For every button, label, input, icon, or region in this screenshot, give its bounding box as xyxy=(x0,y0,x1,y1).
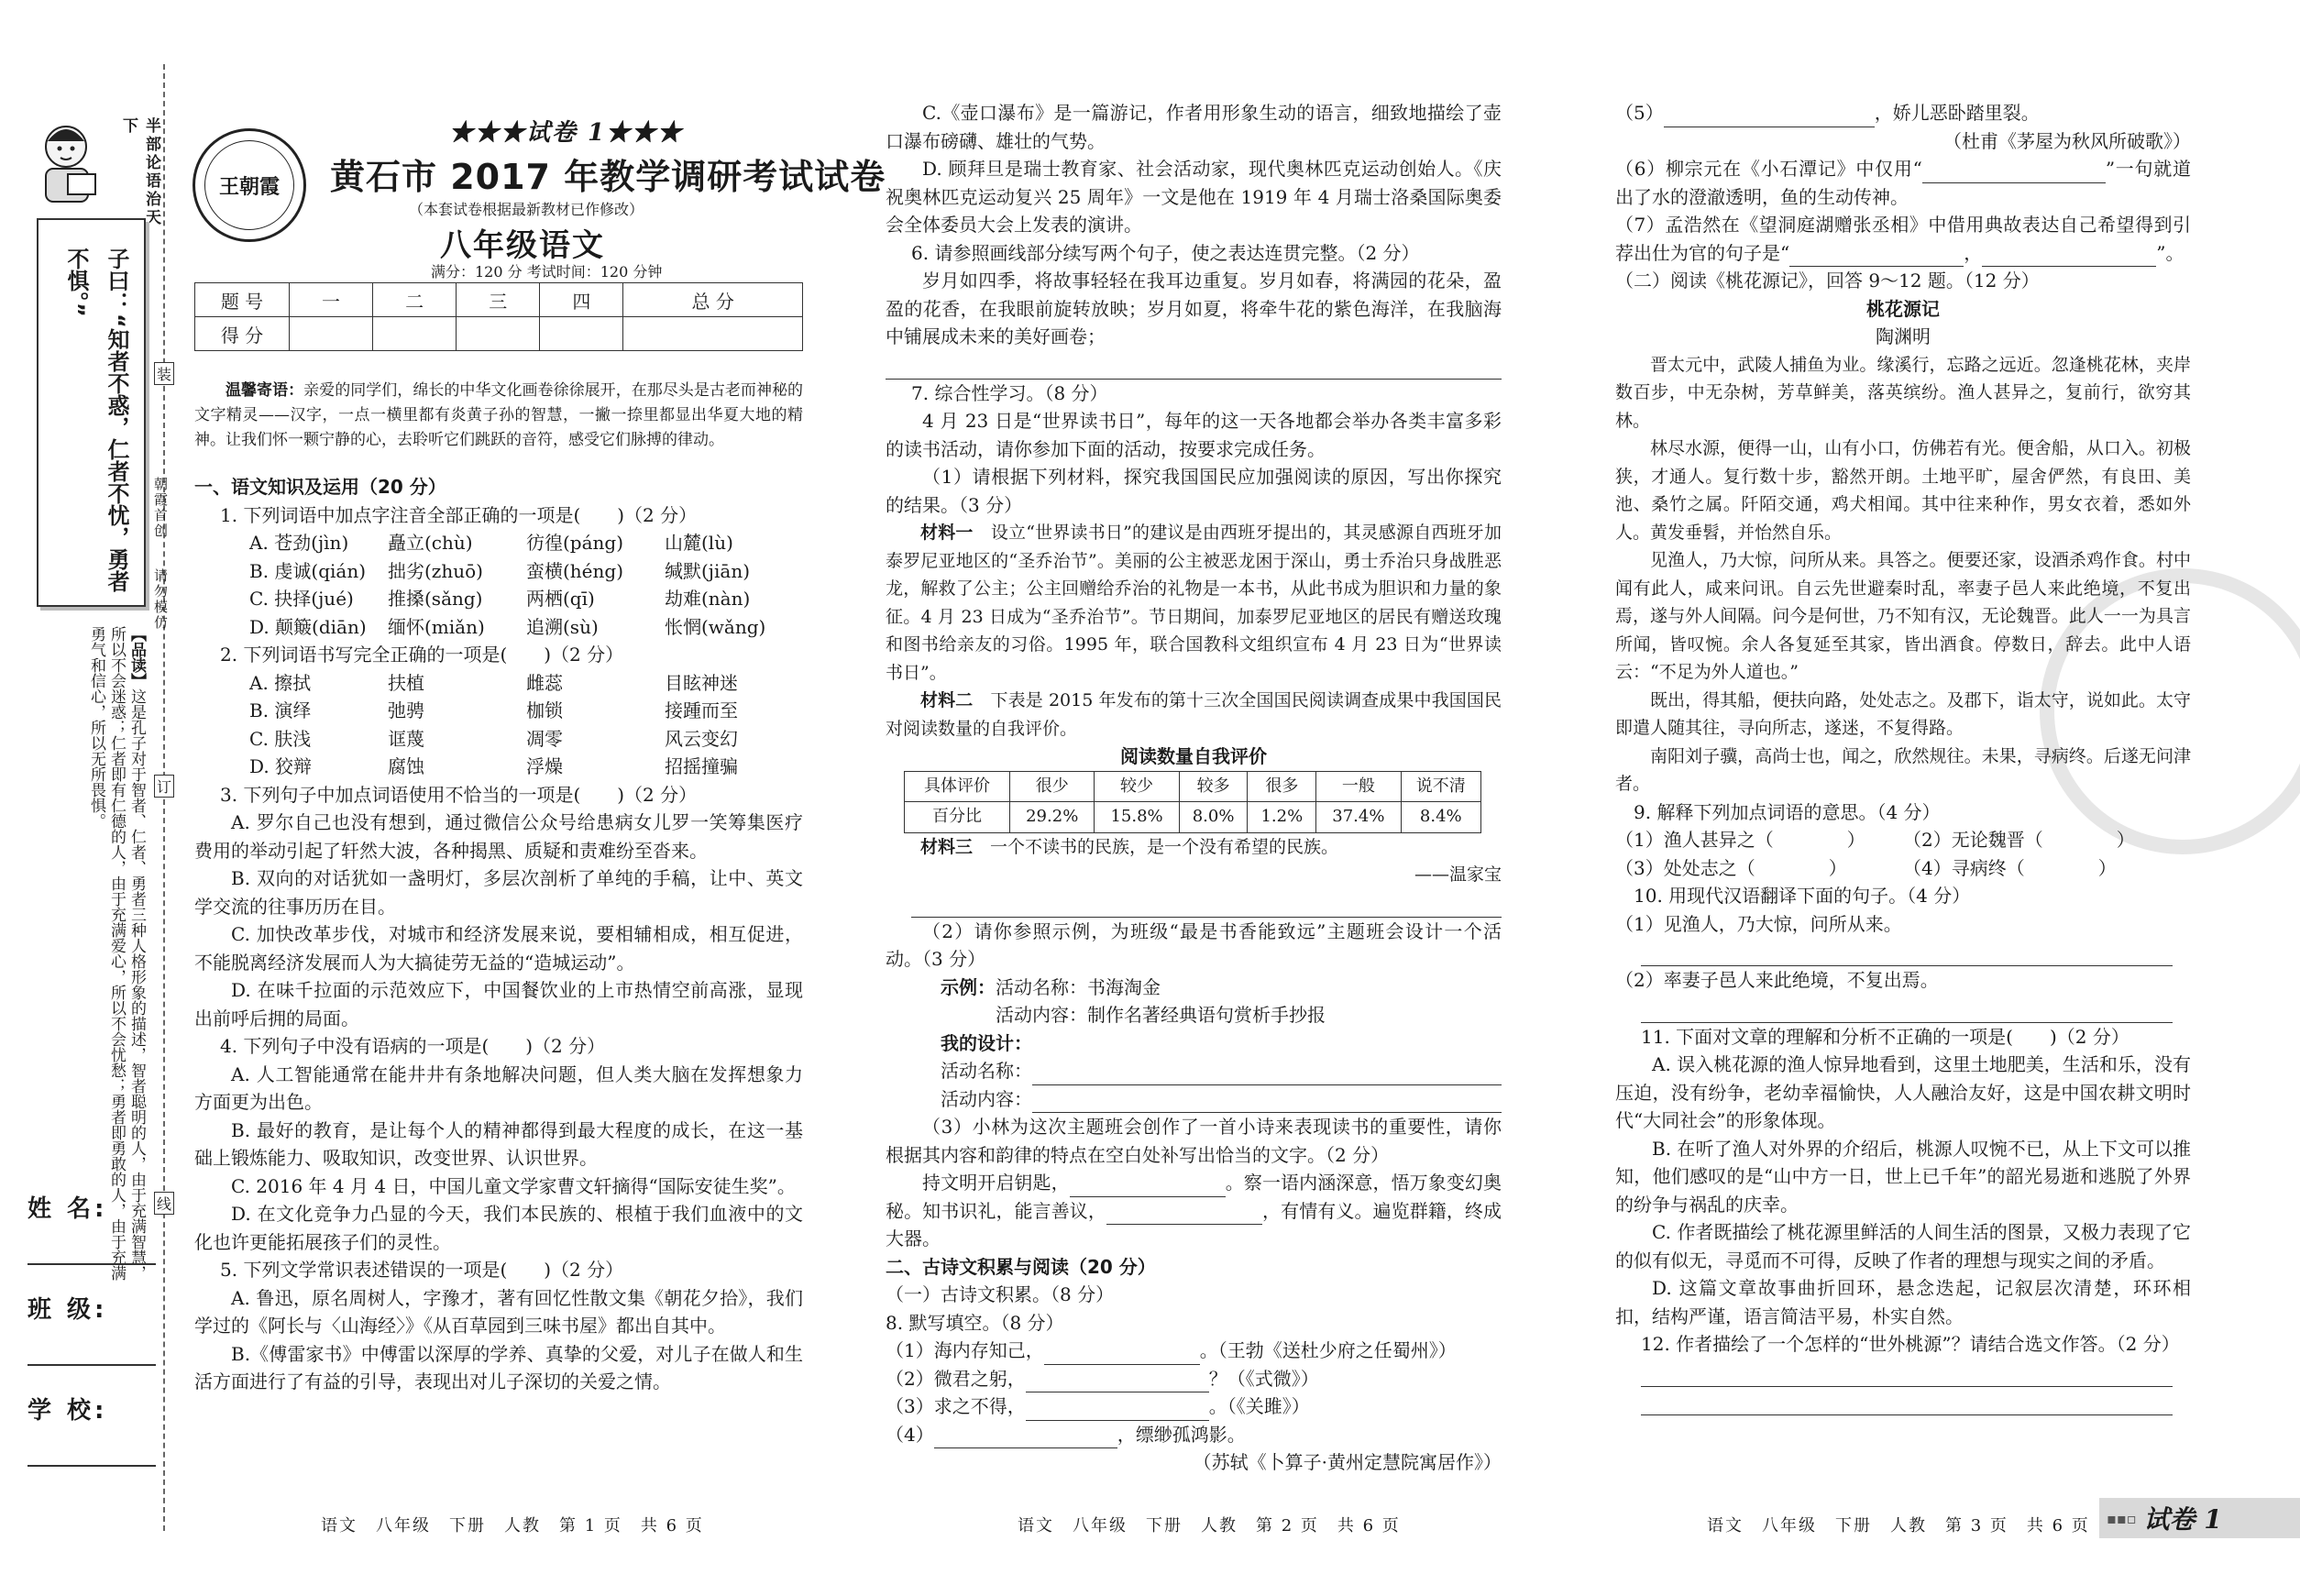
passage-para-2: 林尽水源，便得一山，山有小口，仿佛若有光。便舍船，从口入。初极狭，才通人。复行数十步，豁然开朗。土地平旷，屋舍俨然，有良田、美池、桑竹之属。阡陌交通，鸡犬相闻。其中往来种作，男女衣着，悉如外人。黄发垂髫，并怡然自乐。 xyxy=(1615,438,2191,543)
q8-6-blank[interactable] xyxy=(1922,162,2106,183)
commentary-text: 这是孔子对于智者、仁者、勇者三种人格形象的描述，智者聪明的人，由于充满智慧，所以不会迷惑；仁者即有仁德的人，由于充满爱心，所以不会忧愁；勇者即勇敢的人，由于充满勇气和信心，所以无所畏惧。 xyxy=(87,626,146,1281)
quote-header: 半部论语治天下 xyxy=(119,117,160,227)
question-6: 6. 请参照画线部分续写两个句子，使之表达连贯完整。（2 分） xyxy=(911,241,1420,264)
page1-column xyxy=(194,379,803,1396)
q8-4: （4） ，缥缈孤鸿影。 xyxy=(886,1421,1502,1449)
table-header-cell: 很少 xyxy=(1010,771,1095,802)
q8-7-blank-1[interactable] xyxy=(1789,246,1964,267)
q11-option-b[interactable]: B. 在听了渔人对外界的介绍后，桃源人叹惋不已，从上下文可以推知，他们感叹的是“山中方一日，世上已千年”的韶光易逝和逃脱了外界的纷争与祸乱的庆幸。 xyxy=(1615,1137,2191,1216)
page2-column xyxy=(886,99,1502,1477)
q11-option-c[interactable]: C. 作者既描绘了桃花源里鲜活的人间生活的图景，又极力表现了它的似有似无，寻觅而不可得，反映了作者的理想与现实之间的矛盾。 xyxy=(1615,1221,2191,1271)
greeting xyxy=(194,379,803,453)
example-label: 示例： xyxy=(941,975,996,998)
material-1 xyxy=(886,519,1502,687)
q8-5-source: （杜甫《茅屋为秋风所破歌》） xyxy=(1943,129,2191,152)
passage-para-3: 见渔人，乃大惊，问所从来。具答之。便要还家，设酒杀鸡作食。村中闻有此人，咸来问讯。自云先世避秦时乱，率妻子邑人来此绝境，不复出焉，遂与外人间隔。问今是何世，乃不知有汉，无论魏晋。此人一一为具言所闻，皆叹惋。余人各复延至其家，皆出酒食。停数日，辞去。此中人语云：“不足为外人道也。” xyxy=(1615,550,2191,682)
activity-content-row: 活动内容： xyxy=(886,1085,1502,1114)
q4-option-d[interactable]: D. 在文化竞争力凸显的今天，我们本民族的、根植于我们血液中的文化也许更能拓展孩子们的灵性。 xyxy=(194,1203,803,1253)
poem-blank-1[interactable] xyxy=(1070,1176,1226,1197)
score-cell[interactable] xyxy=(623,317,803,351)
table-header-cell: 较少 xyxy=(1095,771,1179,802)
q8-2-blank[interactable] xyxy=(1026,1371,1209,1392)
table-cell: 37.4% xyxy=(1316,802,1401,833)
table-cell: 29.2% xyxy=(1010,802,1095,833)
activity-name-row: 活动名称： xyxy=(886,1057,1502,1085)
material-1-text: 设立“世界读书日”的建议是由西班牙提出的，其灵感源自西班牙加泰罗尼亚地区的“圣乔治节”。美丽的公主被恶龙困于深山，勇士乔治只身战胜恶龙，解救了公主；公主回赠给乔治的礼物是一本书，从此书成为胆识和力量的象征。4 月 23 日成为“圣乔治节”。节日期间，加泰罗尼亚地区的居民有赠送玫瑰和图书给亲友的习俗。1995 年，联合国教科文组织宣布 4 月 23 日为“世界读书日”。 xyxy=(886,523,1502,683)
table-header-cell: 具体评价 xyxy=(905,771,1010,802)
logo-badge xyxy=(193,128,306,242)
q8-4-blank[interactable] xyxy=(934,1427,1117,1448)
q3-option-b[interactable]: B. 双向的对话犹如一盏明灯，多层次剖析了单纯的手稿，让中、英文学交流的往事历历在目。 xyxy=(194,867,803,918)
tag-copy: 请勿模仿 xyxy=(152,568,169,631)
exam-subject: 八年级语文 xyxy=(440,227,605,264)
greeting-label: 温馨寄语： xyxy=(226,381,304,400)
commentary xyxy=(37,626,147,1286)
example-name: 示例：活动名称：书海淘金 xyxy=(941,975,1161,998)
q11-option-a[interactable]: A. 误入桃花源的渔人惊异地看到，这里土地肥美，生活和乐，没有压迫，没有纷争，老幼幸福愉快，人人融洽友好，这是中国农耕文明时代“大同社会”的形象体现。 xyxy=(1615,1053,2191,1131)
question-2: 2. 下列词语书写完全正确的一项是( )（2 分） xyxy=(220,644,624,666)
my-design-label: 我的设计： xyxy=(941,1031,1032,1054)
activity-name-input[interactable] xyxy=(1032,1057,1502,1085)
q10-2: （2）率妻子邑人来此绝境，不复出焉。 xyxy=(1615,969,1939,991)
logo-text: 王朝霞 xyxy=(218,174,280,199)
table-cell: 百分比 xyxy=(905,802,1010,833)
q4-option-b[interactable]: B. 最好的教育，是让每个人的精神都得到最大程度的成长，在这一基础上锻炼能力、吸取知识，改变世界、认识世界。 xyxy=(194,1118,803,1169)
option-row[interactable]: C. 抉择(jué) 推搡(sǎng) 两栖(qī) 劫难(nàn) xyxy=(249,588,751,610)
score-cell[interactable] xyxy=(540,317,623,351)
option-row[interactable]: C. 肤浅 诓蔑 凋零 风云变幻 xyxy=(249,727,738,750)
class-field[interactable] xyxy=(28,1291,156,1366)
badge-text: 试卷 1 xyxy=(2143,1504,2222,1535)
passage-author: 陶渊明 xyxy=(1876,325,1931,347)
example-content: 活动内容：制作名著经典语句赏析手抄报 xyxy=(996,1004,1326,1026)
q10-2-answer-line[interactable] xyxy=(1641,995,2173,1023)
score-header: 四 xyxy=(540,283,623,317)
seal-mark-2: 订 xyxy=(154,775,174,798)
score-row-label: 得 分 xyxy=(195,317,290,351)
reading-boy-illustration xyxy=(31,117,112,209)
poem-blank-2[interactable] xyxy=(1106,1204,1262,1225)
q3-option-d[interactable]: D. 在味千拉面的示范效应下，中国餐饮业的上市热情空前高涨，显现出前呼后拥的局面。 xyxy=(194,979,803,1029)
passage-para-5: 南阳刘子骥，高尚士也，闻之，欣然规往。未果，寻病终。后遂无问津者。 xyxy=(1615,745,2191,794)
class-label: 班 级: xyxy=(28,1296,108,1324)
passage-para-1: 晋太元中，武陵人捕鱼为业。缘溪行，忘路之远近。忽逢桃花林，夹岸数百步，中无杂树，芳草鲜美，落英缤纷。渔人甚异之，复前行，欲穷其林。 xyxy=(1615,354,2191,431)
score-header: 三 xyxy=(457,283,540,317)
q9-item-1[interactable]: （1）渔人甚异之（ ） xyxy=(1615,829,1865,851)
binding-line xyxy=(163,64,165,1531)
section-2-heading: 二、古诗文积累与阅读（20 分） xyxy=(886,1255,1156,1278)
question-4: 4. 下列句子中没有语病的一项是( )（2 分） xyxy=(220,1035,606,1057)
exam-note: （本套试卷根据最新教材已作修改） xyxy=(409,201,644,218)
material-3-source: ——温家宝 xyxy=(1414,864,1502,885)
question-1: 1. 下列词语中加点字注音全部正确的一项是( )（2 分） xyxy=(220,503,698,526)
q8-7-blank-2[interactable] xyxy=(1982,246,2156,267)
seal-mark-1: 装 xyxy=(154,362,174,385)
reading-table xyxy=(904,771,1481,833)
table-header-cell: 较多 xyxy=(1179,771,1248,802)
commentary-label: 【品读】 xyxy=(127,626,146,688)
table-cell: 1.2% xyxy=(1248,802,1316,833)
q4-option-c[interactable]: C. 2016 年 4 月 4 日，中国儿童文学家曹文轩摘得“国际安徒生奖”。 xyxy=(231,1174,796,1197)
option-row[interactable]: D. 颠簸(diān) 缅怀(miǎn) 追溯(sù) 怅惘(wǎng) xyxy=(249,615,766,638)
material-2-label: 材料二 xyxy=(920,690,974,710)
score-header: 一 xyxy=(290,283,373,317)
table-header-cell: 一般 xyxy=(1316,771,1401,802)
option-row[interactable]: D. 狡辩 腐蚀 浮燥 招摇撞骗 xyxy=(249,755,738,777)
q7-part-2: （2）请你参照示例，为班级“最是书香能致远”主题班会设计一个活动。（3 分） xyxy=(886,919,1502,970)
option-row[interactable]: B. 虔诚(qián) 拙劣(zhuō) 蛮横(héng) 缄默(jiān) xyxy=(249,559,751,582)
passage-para-4: 既出，得其船，便扶向路，处处志之。及郡下，诣太守，说如此。太守即遣人随其往，寻向所志，遂迷，不复得路。 xyxy=(1615,689,2191,738)
q8-1-blank[interactable] xyxy=(1044,1344,1200,1365)
badge-dots-icon: ▪▪▫ xyxy=(2107,1509,2137,1527)
page2-footer: 语文 八年级 下册 人教 第 2 页 共 6 页 xyxy=(1018,1516,1401,1535)
score-cell[interactable] xyxy=(457,317,540,351)
question-12: 12. 作者描绘了一个怎样的“世外桃源”？请结合选文作答。（2 分） xyxy=(1641,1333,2180,1355)
table-cell: 8.0% xyxy=(1179,802,1248,833)
name-label: 姓 名: xyxy=(28,1195,108,1223)
section-1-heading: 一、语文知识及运用（20 分） xyxy=(194,476,446,498)
page-badge xyxy=(2099,1498,2300,1538)
exam-meta: 满分：120 分 考试时间：120 分钟 xyxy=(431,263,663,281)
score-table xyxy=(194,282,803,351)
material-3-text: 一个不读书的民族，是一个没有希望的民族。 xyxy=(990,836,1339,857)
option-row[interactable]: A. 擦拭 扶植 雌蕊 目眩神迷 xyxy=(249,671,738,694)
material-2 xyxy=(886,687,1502,743)
question-9: 9. 解释下列加点词语的意思。（4 分） xyxy=(1634,800,1941,823)
q9-item-3[interactable]: （3）处处志之（ ） xyxy=(1615,856,1847,879)
q9-row-1 xyxy=(1615,826,2191,854)
sidebar xyxy=(28,108,160,1483)
q6-text: 岁月如四季，将故事轻轻在我耳边重复。岁月如春，将满园的花朵，盈盈的花香，在我眼前旋转放映；岁月如夏，将牵牛花的紫色海洋，在我脑海中铺展成未来的美好画卷； xyxy=(886,270,1502,347)
question-8: 8. 默写填空。（8 分） xyxy=(886,1311,1064,1334)
sub-section-2: （二）阅读《桃花源记》，回答 9～12 题。（12 分） xyxy=(1615,270,2040,292)
activity-content-input[interactable] xyxy=(1032,1085,1502,1114)
tag-original: 朝霞首创 xyxy=(152,477,169,539)
score-cell[interactable] xyxy=(373,317,457,351)
school-label: 学 校: xyxy=(28,1397,108,1425)
score-cell[interactable] xyxy=(290,317,373,351)
name-field[interactable] xyxy=(28,1190,156,1265)
q4-option-a[interactable]: A. 人工智能通常在能井井有条地解决问题，但人类大脑在发挥想象力方面更为出色。 xyxy=(194,1062,803,1113)
seal-mark-3: 线 xyxy=(154,1192,174,1215)
question-5: 5. 下列文学常识表述错误的一项是( )（2 分） xyxy=(220,1259,624,1281)
q9-row-2 xyxy=(1615,854,2191,883)
table-header-cell: 说不清 xyxy=(1401,771,1480,802)
page3-footer: 语文 八年级 下册 人教 第 3 页 共 6 页 xyxy=(1707,1516,2090,1535)
sub-section-1: （一）古诗文积累。（8 分） xyxy=(886,1283,1115,1305)
q12-answer-line-1[interactable] xyxy=(1641,1359,2173,1387)
q9-item-4[interactable]: （4）寻病终（ ） xyxy=(1903,856,2117,879)
passage-title: 桃花源记 xyxy=(1866,297,1940,320)
q8-3-blank[interactable] xyxy=(1026,1400,1209,1421)
q2-options xyxy=(194,669,803,781)
q5-option-d[interactable]: D. 顾拜旦是瑞士教育家、社会活动家，现代奥林匹克运动创始人。《庆祝奥林匹克运动复兴 25 周年》一文是他在 1919 年 4 月瑞士洛桑国际奥委会全体委员大会上发表的演讲。 xyxy=(886,158,1502,236)
score-header: 总 分 xyxy=(623,283,803,317)
q7-1-answer-line[interactable] xyxy=(911,889,1502,918)
material-1-label: 材料一 xyxy=(920,523,974,543)
q7-part-3: （3）小林为这次主题班会创作了一首小诗来表现读书的重要性，请你根据其内容和韵律的特点在空白处补写出恰当的文字。（2 分） xyxy=(886,1116,1502,1166)
q3-option-a[interactable]: A. 罗尔自己也没有想到，通过微信公众号给患病女儿罗一笑筹集医疗费用的举动引起了轩然大波，各种揭黑、质疑和责难纷至沓来。 xyxy=(194,811,803,862)
score-header: 二 xyxy=(373,283,457,317)
q10-1-answer-line[interactable] xyxy=(1641,938,2173,966)
q7-part-1: （1）请根据下列材料，探究我国国民应加强阅读的原因，写出你探究的结果。（3 分） xyxy=(886,466,1502,516)
q1-options xyxy=(194,529,803,641)
exam-series: ★★★试卷 1★★★ xyxy=(449,119,684,147)
table-cell: 15.8% xyxy=(1095,802,1179,833)
score-header: 题 号 xyxy=(195,283,290,317)
school-field[interactable] xyxy=(28,1392,156,1467)
question-11: 11. 下面对文章的理解和分析不正确的一项是( )（2 分） xyxy=(1641,1025,2129,1048)
q12-answer-line-2[interactable] xyxy=(1641,1387,2173,1415)
q6-answer-line[interactable] xyxy=(886,351,1502,380)
q8-1: （1）海内存知己， 。（王勃《送杜少府之任蜀州》） xyxy=(886,1337,1502,1365)
q5-option-c[interactable]: C.《壶口瀑布》是一篇游记，作者用形象生动的语言，细致地描绘了壶口瀑布磅礴、雄壮的气势。 xyxy=(886,102,1502,152)
question-7: 7. 综合性学习。（8 分） xyxy=(911,381,1108,404)
table-title: 阅读数量自我评价 xyxy=(1120,745,1267,767)
table-header-cell: 很多 xyxy=(1248,771,1316,802)
q8-5: （5） ，娇儿恶卧踏里裂。 xyxy=(1615,99,2191,127)
q8-5-blank[interactable] xyxy=(1664,106,1875,127)
material-3-label: 材料三 xyxy=(920,836,974,857)
greeting-text: 亲爱的同学们，绵长的中华文化画卷徐徐展开，在那尽头是古老而神秘的文字精灵——汉字，一点一横里都有炎黄子孙的智慧，一撇一捺里都显出华夏大地的精神。让我们怀一颗宁静的心，去聆听它们跳跃的音符，感受它们脉搏的律动。 xyxy=(194,381,804,449)
page3-column xyxy=(1615,99,2191,1415)
q5-option-a[interactable]: A. 鲁迅，原名周树人，字豫才，著有回忆性散文集《朝花夕拾》，我们学过的《阿长与〈山海经〉》《从百草园到三味书屋》都出自其中。 xyxy=(194,1286,803,1337)
poem: 持文明开启钥匙， 。察一语内涵深意，悟万象变幻奥秘。知书识礼，能言善议， ，有情有义。遍览群籍，终成大器。 xyxy=(886,1172,1502,1249)
option-row[interactable]: B. 演绎 弛骋 枷锁 接踵而至 xyxy=(249,699,738,721)
quote-box xyxy=(37,218,146,607)
confucius-quote: 子曰：“知者不惑，仁者不忧，勇者不惧。” xyxy=(63,248,129,592)
material-3 xyxy=(886,833,1502,862)
option-row[interactable]: A. 苍劲(jìn) 矗立(chù) 彷徨(páng) 山麓(lù) xyxy=(249,532,733,554)
q5-option-b[interactable]: B.《傅雷家书》中傅雷以深厚的学养、真挚的父爱，对儿子在做人和生活方面进行了有益的引导，表现出对儿子深切的关爱之情。 xyxy=(194,1342,803,1392)
q9-item-2[interactable]: （2）无论魏晋（ ） xyxy=(1903,829,2135,851)
q8-2: （2）微君之躬， ？（《式微》） xyxy=(886,1365,1502,1393)
page1-footer: 语文 八年级 下册 人教 第 1 页 共 6 页 xyxy=(321,1516,704,1535)
exam-title: 黄石市 2017 年教学调研考试试卷 xyxy=(330,157,886,197)
question-10: 10. 用现代汉语翻译下面的句子。（4 分） xyxy=(1634,885,1971,907)
q8-4-source: （苏轼《卜算子·黄州定慧院寓居作》） xyxy=(1193,1451,1502,1473)
question-3: 3. 下列句子中加点词语使用不恰当的一项是( )（2 分） xyxy=(220,783,698,806)
q3-option-c[interactable]: C. 加快改革步伐，对城市和经济发展来说，要相辅相成，相互促进，不能脱离经济发展而人为大搞徒劳无益的“造城运动”。 xyxy=(194,923,803,974)
q11-option-d[interactable]: D. 这篇文章故事曲折回环，悬念迭起，记叙层次清楚，环环相扣，结构严谨，语言简洁平易，朴实自然。 xyxy=(1615,1277,2191,1327)
table-cell: 8.4% xyxy=(1401,802,1480,833)
q8-3: （3）求之不得， 。（《关雎》） xyxy=(886,1392,1502,1421)
q7-intro: 4 月 23 日是“世界读书日”，每年的这一天各地都会举办各类丰富多彩的读书活动，请你参加下面的活动，按要求完成任务。 xyxy=(886,410,1502,460)
material-2-text: 下表是 2015 年发布的第十三次全国国民阅读调查成果中我国国民对阅读数量的自我评价。 xyxy=(886,690,1502,739)
q8-6: （6）柳宗元在《小石潭记》中仅用“ ”一句就道出了水的澄澈透明，鱼的生动传神。 xyxy=(1615,158,2191,208)
q10-1: （1）见渔人，乃大惊，问所从来。 xyxy=(1615,912,1902,935)
q8-7: （7）孟浩然在《望洞庭湖赠张丞相》中借用典故表达自己希望得到引荐出仕为官的句子是“ ， ”。 xyxy=(1615,211,2191,267)
